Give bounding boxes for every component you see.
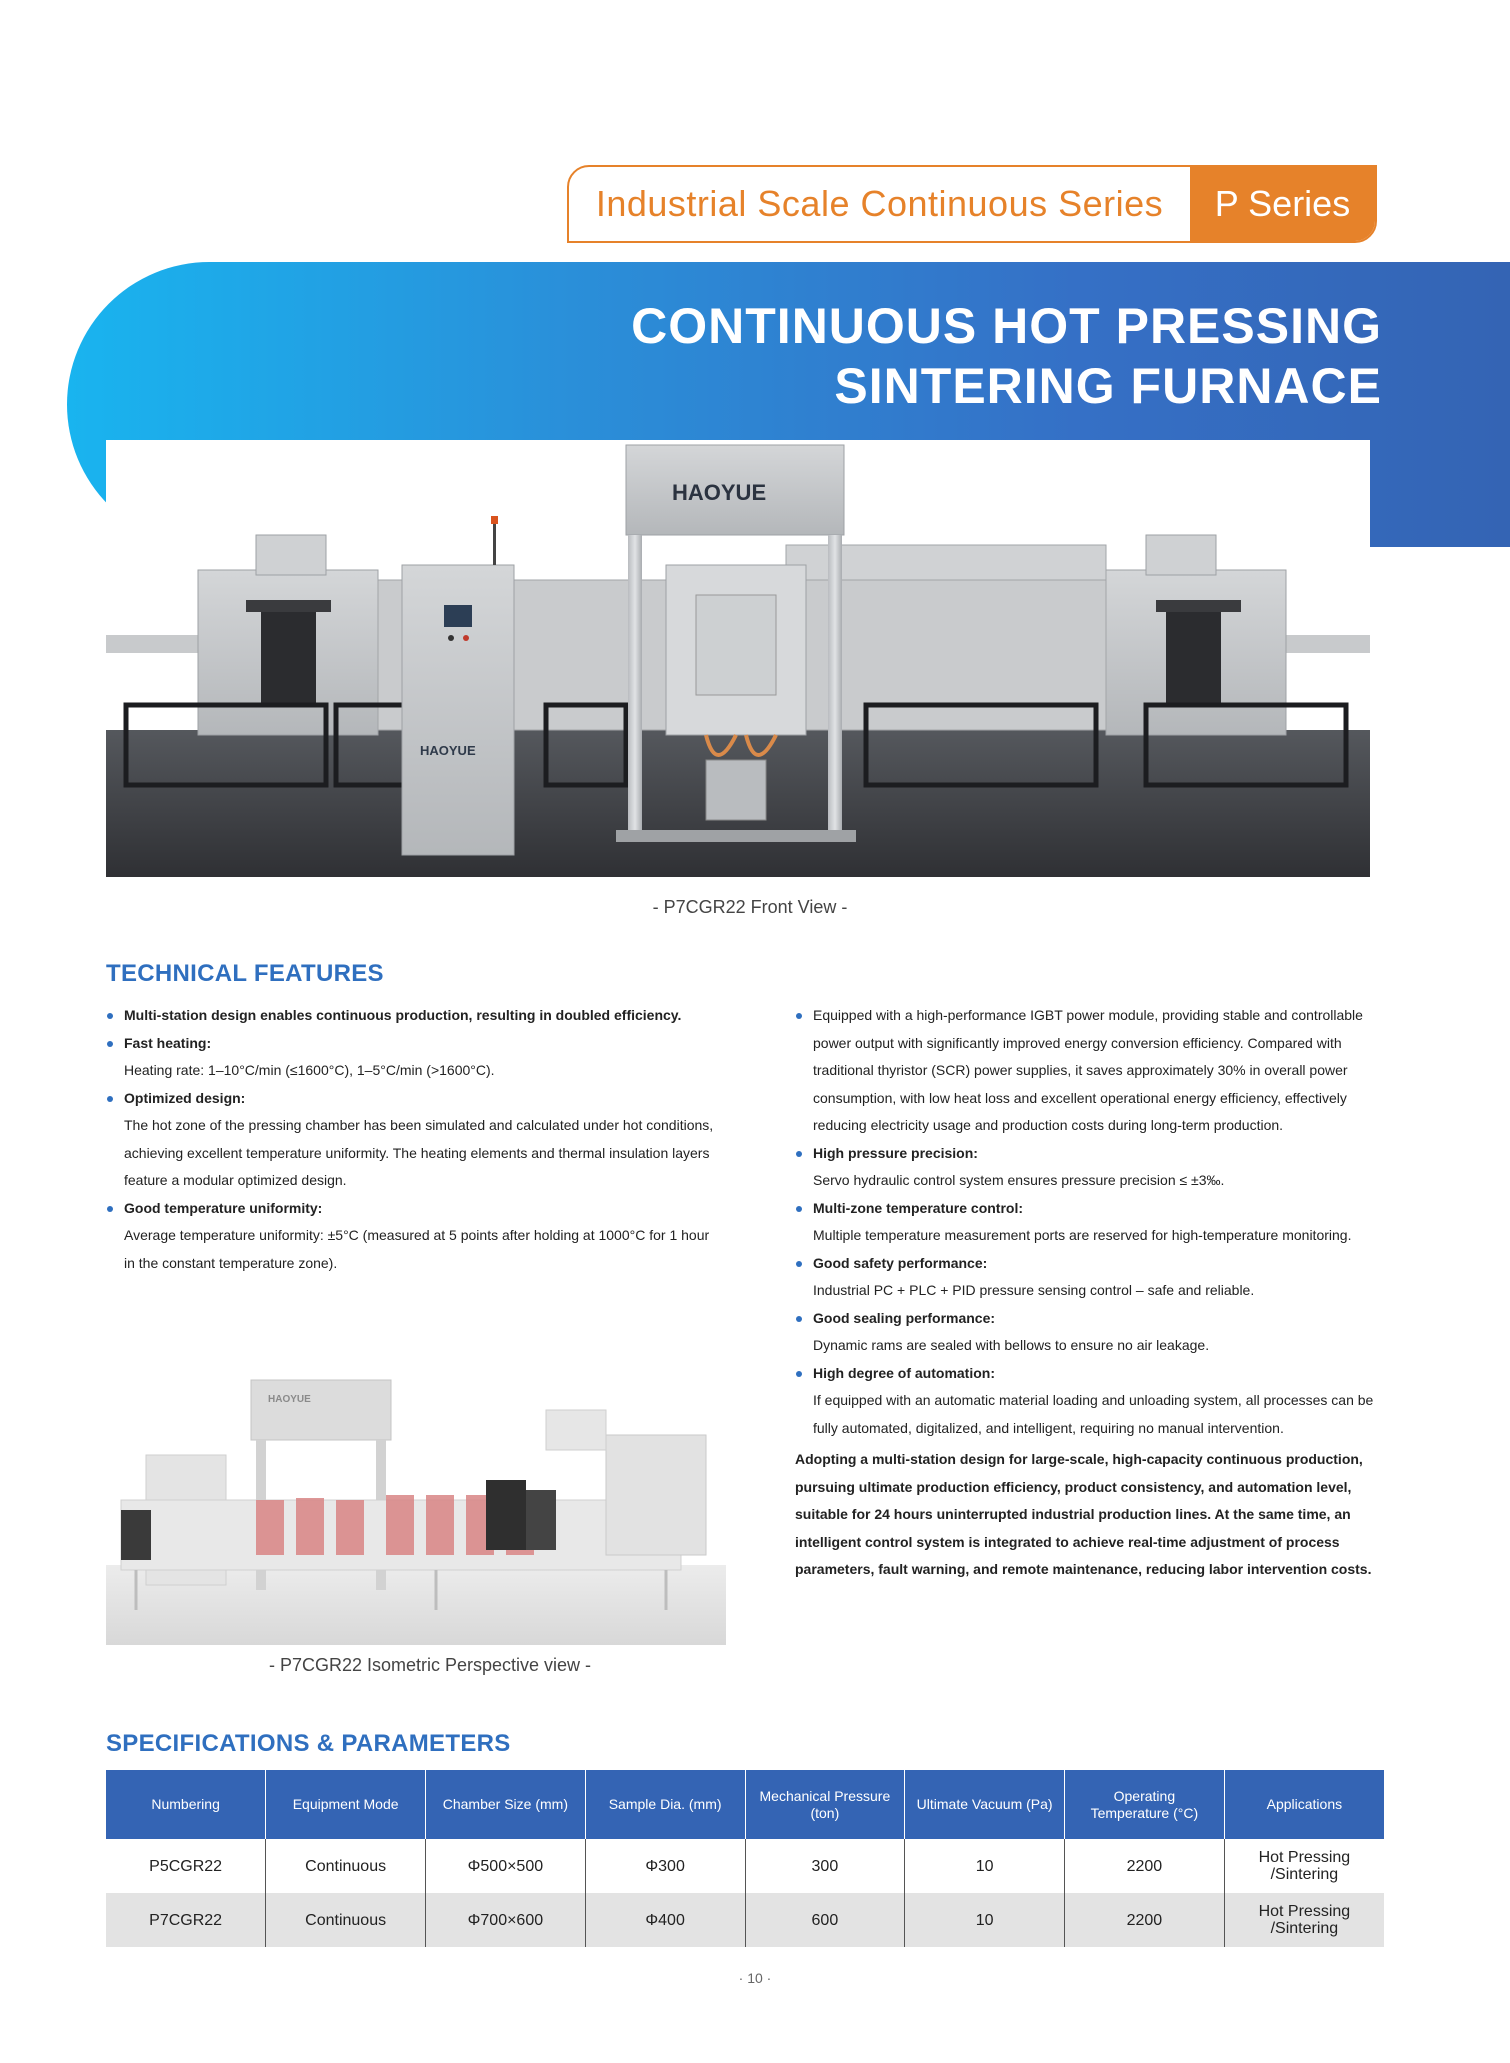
iso-brand: HAOYUE xyxy=(268,1394,311,1405)
col-mechanical-pressure: Mechanical Pressure (ton) xyxy=(745,1770,905,1839)
col-equipment-mode: Equipment Mode xyxy=(266,1770,426,1839)
feature-item: High degree of automation: xyxy=(795,1360,1395,1388)
feature-detail: reducing electricity usage and production costs during long-term production. xyxy=(813,1117,1284,1133)
front-view-caption: - P7CGR22 Front View - xyxy=(652,897,848,917)
feature-detail: achieving excellent temperature uniformity. The heating elements and thermal insulation layers xyxy=(124,1144,710,1161)
series-name: Industrial Scale Continuous Series xyxy=(595,183,1164,224)
cell-sample: Φ400 xyxy=(585,1893,745,1947)
summary-line: suitable for 24 hours uninterrupted industrial production lines. At the same time, an xyxy=(795,1506,1351,1522)
feature-detail: fully automated, digitalized, and intelligent, requiring no manual intervention. xyxy=(813,1419,1284,1436)
feature-detail: Servo hydraulic control system ensures pressure precision ≤ ±3‰. xyxy=(813,1172,1225,1188)
cell-vacuum: 10 xyxy=(905,1893,1065,1947)
cell-numbering: P7CGR22 xyxy=(106,1893,266,1947)
summary-line: parameters, fault warning, and remote maintenance, reducing labor intervention costs. xyxy=(795,1561,1372,1577)
isometric-view-caption: - P7CGR22 Isometric Perspective view - xyxy=(268,1655,592,1675)
cell-chamber: Φ500×500 xyxy=(426,1839,586,1893)
series-code: P Series xyxy=(1190,167,1375,241)
cell-mode: Continuous xyxy=(266,1893,426,1947)
title-line-1: CONTINUOUS HOT PRESSING xyxy=(631,298,1382,354)
feature-item: Multi-station design enables continuous production, resulting in doubled efficiency. xyxy=(106,1002,756,1030)
col-chamber-size: Chamber Size (mm) xyxy=(426,1770,586,1839)
cell-mode: Continuous xyxy=(266,1839,426,1893)
isometric-view-illustration xyxy=(106,1350,726,1645)
feature-detail: Multiple temperature measurement ports are reserved for high-temperature monitoring. xyxy=(813,1227,1352,1243)
cell-chamber: Φ700×600 xyxy=(426,1893,586,1947)
feature-detail: feature a modular optimized design. xyxy=(124,1172,347,1188)
feature-item: High pressure precision: xyxy=(795,1140,1395,1168)
cabinet-brand: HAOYUE xyxy=(420,743,476,758)
col-ultimate-vacuum: Ultimate Vacuum (Pa) xyxy=(905,1770,1065,1839)
features-right-column xyxy=(795,1002,1395,1584)
features-left-column xyxy=(106,1002,756,1277)
features-heading: TECHNICAL FEATURES xyxy=(106,960,384,987)
page-title xyxy=(631,296,1382,416)
cell-numbering: P5CGR22 xyxy=(106,1839,266,1893)
cell-sample: Φ300 xyxy=(585,1839,745,1893)
feature-detail: consumption, with low heat loss and excellent operational energy efficiency, effectively xyxy=(813,1089,1347,1106)
series-tag xyxy=(567,165,1377,243)
table-row xyxy=(106,1893,1384,1947)
feature-detail: The hot zone of the pressing chamber has been simulated and calculated under hot conditions, xyxy=(124,1117,714,1133)
feature-detail: in the constant temperature zone). xyxy=(124,1254,338,1271)
cell-temp: 2200 xyxy=(1065,1839,1225,1893)
cell-applications: Hot Pressing /Sintering xyxy=(1258,1849,1351,1883)
feature-detail: If equipped with an automatic material loading and unloading system, all processes can be xyxy=(813,1392,1374,1408)
feature-item: Equipped with a high-performance IGBT power module, providing stable and controllable xyxy=(795,1002,1395,1030)
feature-detail: Dynamic rams are sealed with bellows to ensure no air leakage. xyxy=(813,1337,1210,1353)
title-line-2: SINTERING FURNACE xyxy=(834,358,1382,414)
front-view-illustration xyxy=(106,440,1370,877)
page-number: · 10 · xyxy=(738,1970,772,1986)
summary-paragraph xyxy=(795,1446,1395,1584)
feature-detail: Heating rate: 1–10°C/min (≤1600°C), 1–5°C/min (>1600°C). xyxy=(124,1062,495,1078)
cell-pressure: 600 xyxy=(745,1893,905,1947)
specs-table xyxy=(106,1770,1384,1947)
table-header-row xyxy=(106,1770,1384,1839)
summary-line: intelligent control system is integrated to achieve real-time adjustment of process xyxy=(795,1533,1340,1550)
col-sample-dia: Sample Dia. (mm) xyxy=(585,1770,745,1839)
cell-applications: Hot Pressing /Sintering xyxy=(1224,1893,1384,1947)
press-brand: HAOYUE xyxy=(672,480,767,505)
cell-pressure: 300 xyxy=(745,1839,905,1893)
cell-temp: 2200 xyxy=(1065,1893,1225,1947)
feature-item: Multi-zone temperature control: xyxy=(795,1195,1395,1223)
feature-item: Good sealing performance: xyxy=(795,1305,1395,1333)
col-operating-temperature: Operating Temperature (°C) xyxy=(1065,1770,1225,1839)
summary-line: pursuing ultimate production efficiency, product consistency, and automation level, xyxy=(795,1478,1352,1495)
feature-item: Fast heating: xyxy=(106,1030,756,1058)
table-row xyxy=(106,1839,1384,1893)
feature-item: Optimized design: xyxy=(106,1085,756,1113)
col-numbering: Numbering xyxy=(106,1770,266,1839)
feature-detail: traditional thyristor (SCR) power supplies, it saves approximately 30% in overall power xyxy=(813,1062,1348,1078)
feature-detail: Industrial PC + PLC + PID pressure sensing control – safe and reliable. xyxy=(813,1282,1255,1298)
feature-detail: power output with significantly improved energy conversion efficiency. Compared with xyxy=(813,1034,1342,1051)
feature-detail: Average temperature uniformity: ±5°C (measured at 5 points after holding at 1000°C for 1 hour xyxy=(124,1227,710,1243)
col-applications: Applications xyxy=(1224,1770,1384,1839)
cell-vacuum: 10 xyxy=(905,1839,1065,1893)
summary-line: Adopting a multi-station design for large-scale, high-capacity continuous production, xyxy=(795,1451,1363,1467)
feature-item: Good temperature uniformity: xyxy=(106,1195,756,1223)
feature-item: Good safety performance: xyxy=(795,1250,1395,1278)
specs-heading: SPECIFICATIONS & PARAMETERS xyxy=(106,1730,511,1757)
